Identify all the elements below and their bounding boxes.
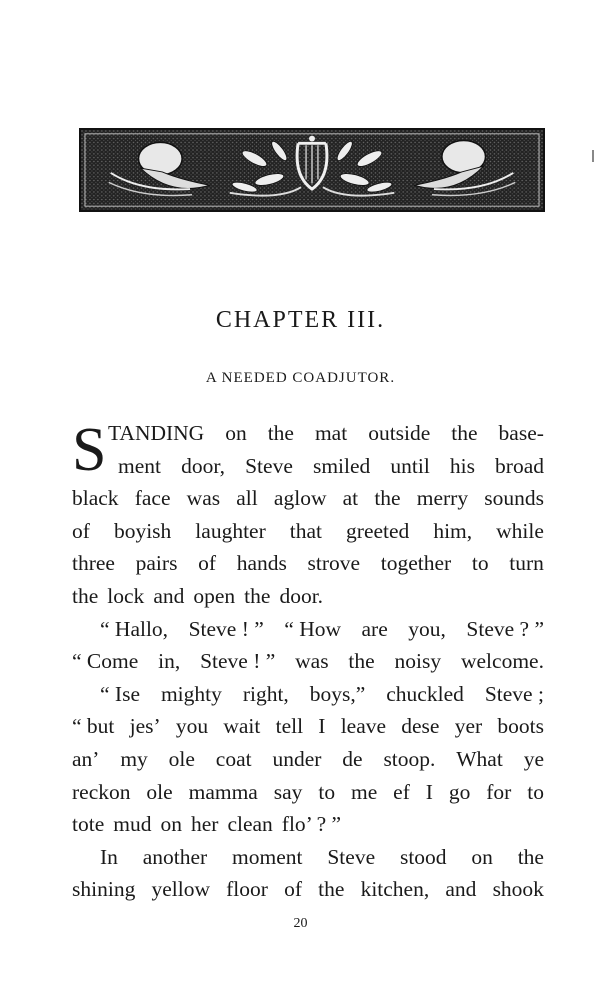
word: in, <box>158 649 181 674</box>
word: boots <box>497 714 544 739</box>
word: at <box>342 486 359 511</box>
word: the <box>517 844 544 869</box>
word: jes’ <box>129 714 161 739</box>
word: you <box>175 714 209 739</box>
word: aglow <box>273 486 327 511</box>
word: the <box>451 421 478 445</box>
word: shook <box>492 877 544 902</box>
word: shining <box>72 877 136 902</box>
word: Steve ! ” <box>200 649 276 674</box>
text-line <box>72 645 544 678</box>
word: are <box>361 616 388 641</box>
word: say <box>273 779 303 804</box>
word: Steve <box>327 844 376 869</box>
word: stoop. <box>383 746 436 771</box>
body-text <box>72 417 544 906</box>
word: dese <box>401 714 440 739</box>
word: until <box>390 453 430 478</box>
word: and <box>153 583 185 608</box>
word: kitchen, <box>360 877 430 902</box>
text-line <box>72 450 544 483</box>
word: laughter <box>195 518 266 543</box>
word: “ but <box>72 714 115 739</box>
text-line <box>72 808 544 841</box>
word: on <box>225 421 247 445</box>
word: mud <box>113 812 152 837</box>
word: pairs <box>135 551 178 576</box>
word: of <box>198 551 217 576</box>
chapter-title: CHAPTER III. <box>215 307 386 333</box>
word: the <box>318 877 345 902</box>
text-line <box>72 547 544 580</box>
word: door, <box>181 453 226 478</box>
word: and <box>445 877 477 902</box>
word: was <box>186 486 221 511</box>
word: black <box>72 486 119 511</box>
word: to <box>527 779 544 804</box>
word: I <box>425 779 433 804</box>
word: that <box>289 518 323 543</box>
word: tote <box>72 812 105 837</box>
word: sounds <box>484 486 544 511</box>
word: ment <box>118 453 161 478</box>
word: door. <box>279 583 324 608</box>
word: lock <box>107 583 145 608</box>
word: smiled <box>312 453 371 478</box>
word: What <box>456 746 503 771</box>
text-line <box>72 482 544 515</box>
word: the <box>267 421 294 445</box>
paragraph-1 <box>72 417 544 613</box>
word: de <box>342 746 363 771</box>
word: to <box>318 779 336 804</box>
word: TANDING <box>108 421 205 445</box>
word: reckon <box>72 779 131 804</box>
word: open <box>193 583 236 608</box>
word: my <box>120 746 148 771</box>
word: to <box>471 551 489 576</box>
word: of <box>284 877 302 902</box>
word: the <box>72 583 99 608</box>
word: clean <box>227 812 273 837</box>
word: chuckled <box>386 681 464 706</box>
text-line <box>72 678 544 711</box>
word: greeted <box>346 518 410 543</box>
stray-ink-mark <box>592 150 594 162</box>
word: an’ <box>72 746 100 771</box>
text-line <box>72 873 544 906</box>
word: merry <box>416 486 469 511</box>
paragraph-3 <box>72 678 544 841</box>
text-line <box>72 841 544 874</box>
word: under <box>272 746 322 771</box>
word: on <box>471 844 493 869</box>
word: the <box>348 649 375 674</box>
word: welcome. <box>460 649 544 674</box>
word: the <box>244 583 271 608</box>
word: another <box>142 844 208 869</box>
word: mamma <box>188 779 258 804</box>
word: yer <box>454 714 483 739</box>
word: floor <box>226 877 268 902</box>
drop-capital: S <box>72 416 107 484</box>
paragraph-2 <box>72 613 544 678</box>
word: ef <box>393 779 410 804</box>
text-line <box>72 776 544 809</box>
word: go <box>448 779 471 804</box>
word: Steve ! ” <box>188 616 264 641</box>
word: the <box>374 486 401 511</box>
word: coat <box>215 746 252 771</box>
word: boyish <box>113 518 172 543</box>
word: moment <box>232 844 303 869</box>
word: strove <box>307 551 361 576</box>
word: ye <box>523 746 544 771</box>
text-line <box>72 515 544 548</box>
text-line <box>72 580 544 613</box>
word: hands <box>236 551 287 576</box>
word: mighty <box>160 681 222 706</box>
word: “ How <box>284 616 342 641</box>
word: him, <box>433 518 473 543</box>
word: was <box>295 649 329 674</box>
word: “ Come <box>72 649 139 674</box>
chapter-subtitle: A NEEDED COADJUTOR. <box>205 370 396 386</box>
word: his <box>449 453 475 478</box>
word: on <box>160 812 182 837</box>
word: Steve ; <box>484 681 544 706</box>
word: yellow <box>151 877 210 902</box>
word: base- <box>498 421 544 445</box>
word: outside <box>368 421 431 445</box>
word: leave <box>340 714 387 739</box>
word: her <box>190 812 219 837</box>
headpiece-ornament-image <box>81 130 543 210</box>
word: three <box>72 551 115 576</box>
word: “ Hallo, <box>100 616 169 641</box>
word: wait <box>223 714 261 739</box>
word: Steve <box>245 453 293 478</box>
word: me <box>350 779 378 804</box>
paragraph-4 <box>72 841 544 906</box>
word: mat <box>314 421 348 445</box>
word: stood <box>399 844 447 869</box>
word: I <box>318 714 326 739</box>
page-number: 20 <box>293 916 308 931</box>
word: “ Ise <box>100 681 140 706</box>
word: ole <box>146 779 173 804</box>
word: right, <box>242 681 289 706</box>
word: flo’ ? ” <box>281 812 342 837</box>
text-line <box>72 710 544 743</box>
word: all <box>236 486 258 511</box>
word: In <box>100 844 118 869</box>
word: face <box>134 486 171 511</box>
word: broad <box>495 453 544 478</box>
text-line <box>72 743 544 776</box>
text-line <box>72 417 544 450</box>
text-line <box>72 613 544 646</box>
word: turn <box>509 551 544 576</box>
word: together <box>380 551 452 576</box>
word: tell <box>275 714 304 739</box>
word: while <box>496 518 544 543</box>
ornamental-headpiece <box>79 128 545 212</box>
word: noisy <box>394 649 442 674</box>
word: you, <box>408 616 446 641</box>
word: boys,” <box>309 681 366 706</box>
word: Steve ? ” <box>466 616 544 641</box>
word: for <box>486 779 512 804</box>
word: of <box>72 518 90 543</box>
word: ole <box>168 746 195 771</box>
